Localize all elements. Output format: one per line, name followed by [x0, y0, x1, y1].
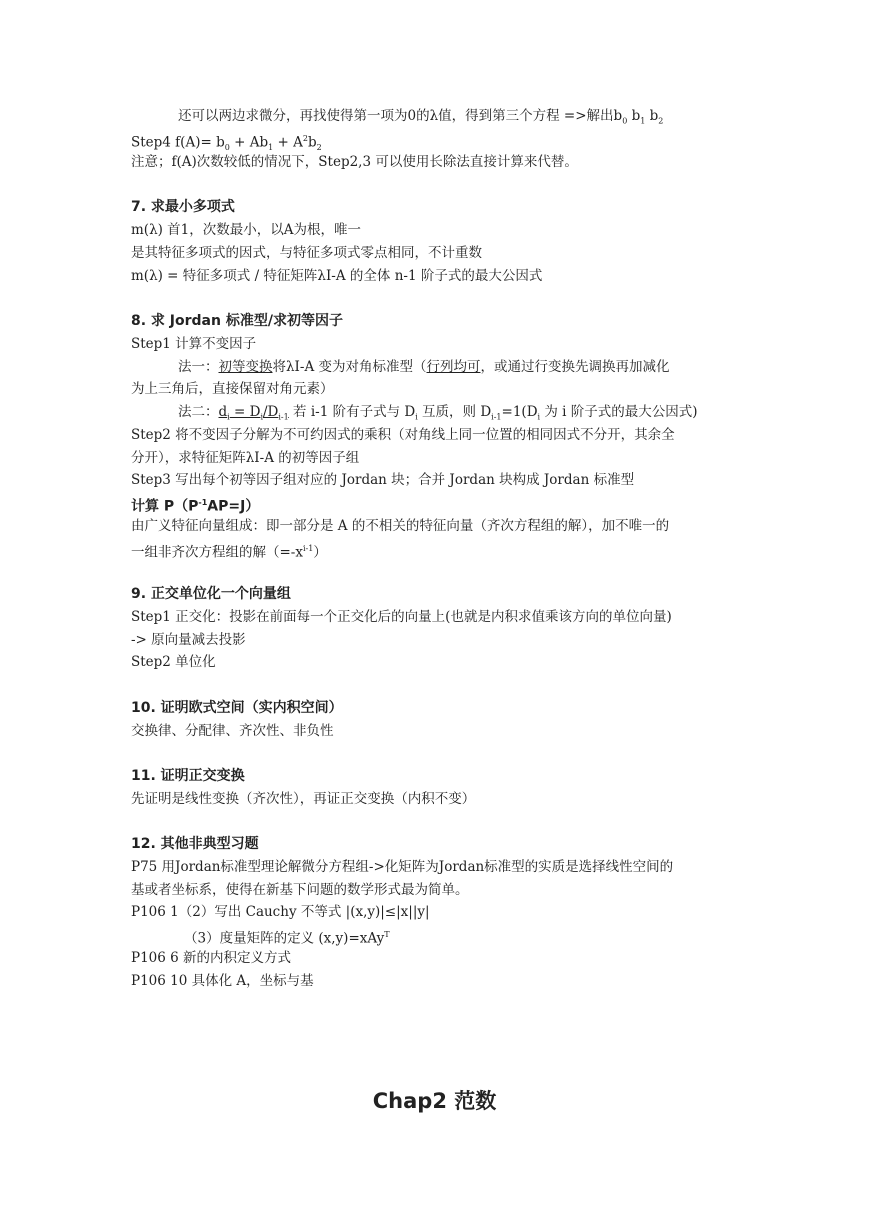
text-line: P106 1（2）写出 Cauchy 不等式 |(x,y)|≤|x||y| [131, 904, 430, 920]
chapter-title: Chap2 范数 [372, 1089, 497, 1113]
section-heading: 8. 求 Jordan 标准型/求初等因子 [131, 313, 343, 329]
text-line: P75 用Jordan标准型理论解微分方程组->化矩阵为Jordan标准型的实质是选择线性空间的 [131, 859, 674, 875]
text-line: 分开），求特征矩阵λI-A 的初等因子组 [131, 450, 360, 466]
text-line: Step3 写出每个初等因子组对应的 Jordan 块；合并 Jordan 块构成 Jordan 标准型 [131, 472, 635, 488]
text-line: Step2 将不变因子分解为不可约因式的乘积（对角线上同一位置的相同因式不分开，其余全 [131, 427, 675, 443]
section-heading: 12. 其他非典型习题 [131, 836, 259, 852]
section-heading: 10. 证明欧式空间（实内积空间） [131, 700, 343, 716]
subsection-heading: 计算 $P(P^{-1}AP=J)$ [131, 498, 260, 515]
text-line: 法一：初等变换将λI-A 变为对角标准型（行列均可，或通过行变换先调换再加减化 [178, 359, 670, 375]
text-line: （3）度量矩阵的定义 (x,y)=xAy$^T$ [184, 930, 390, 947]
text-line: 由广义特征向量组成：即一部分是 A 的不相关的特征向量（齐次方程组的解），加不唯一的 [131, 518, 670, 534]
text-line: Step2 单位化 [131, 654, 216, 670]
text-line: Step4 $f(A)= b_0 + Ab_1 + A^2b_2$ [131, 134, 322, 153]
text-line: 基或者坐标系，使得在新基下问题的数学形式最为简单。 [131, 882, 469, 898]
text-line: 注意；f(A)次数较低的情况下，Step2,3 可以使用长除法直接计算来代替。 [131, 154, 578, 170]
section-heading: 11. 证明正交变换 [131, 768, 245, 784]
section-heading: 7. 求最小多项式 [131, 199, 235, 215]
text-line: 是其特征多项式的因式，与特征多项式零点相同，不计重数 [131, 245, 482, 261]
text-line: 为上三角后，直接保留对角元素） [131, 381, 334, 397]
text-line: -> 原向量减去投影 [131, 632, 246, 648]
text-line: Step1 计算不变因子 [131, 336, 257, 352]
text-line: 还可以两边求微分，再找使得第一项为0的λ值，得到第三个方程 =>解出$b_0$ $b_1$ $b_2$ [178, 108, 664, 126]
text-line: 法二：$d_i = D_i/D_{i-1}$ 若 i-1 阶有子式与 $D_i$ 互质，则 $D_{i-1}=1(D_i$ 为 i 阶子式的最大公因式) [178, 404, 698, 422]
section-heading: 9. 正交单位化一个向量组 [131, 586, 291, 602]
text-line: P106 6 新的内积定义方式 [131, 950, 292, 966]
text-line: Step1 正交化：投影在前面每一个正交化后的向量上(也就是内积求值乘该方向的单位向量) [131, 609, 672, 625]
text-line: P106 10 具体化 A，坐标与基 [131, 973, 314, 989]
text-line: 先证明是线性变换（齐次性），再证正交变换（内积不变） [131, 791, 476, 807]
text-line: 一组非齐次方程组的解$(=-x^{i-1})$ [131, 544, 327, 561]
text-line: m(λ) 首1，次数最小，以A为根，唯一 [131, 222, 362, 238]
text-line: 交换律、分配律、齐次性、非负性 [131, 723, 334, 739]
text-line: m(λ) = 特征多项式 / 特征矩阵λI-A 的全体 n-1 阶子式的最大公因式 [131, 268, 543, 284]
